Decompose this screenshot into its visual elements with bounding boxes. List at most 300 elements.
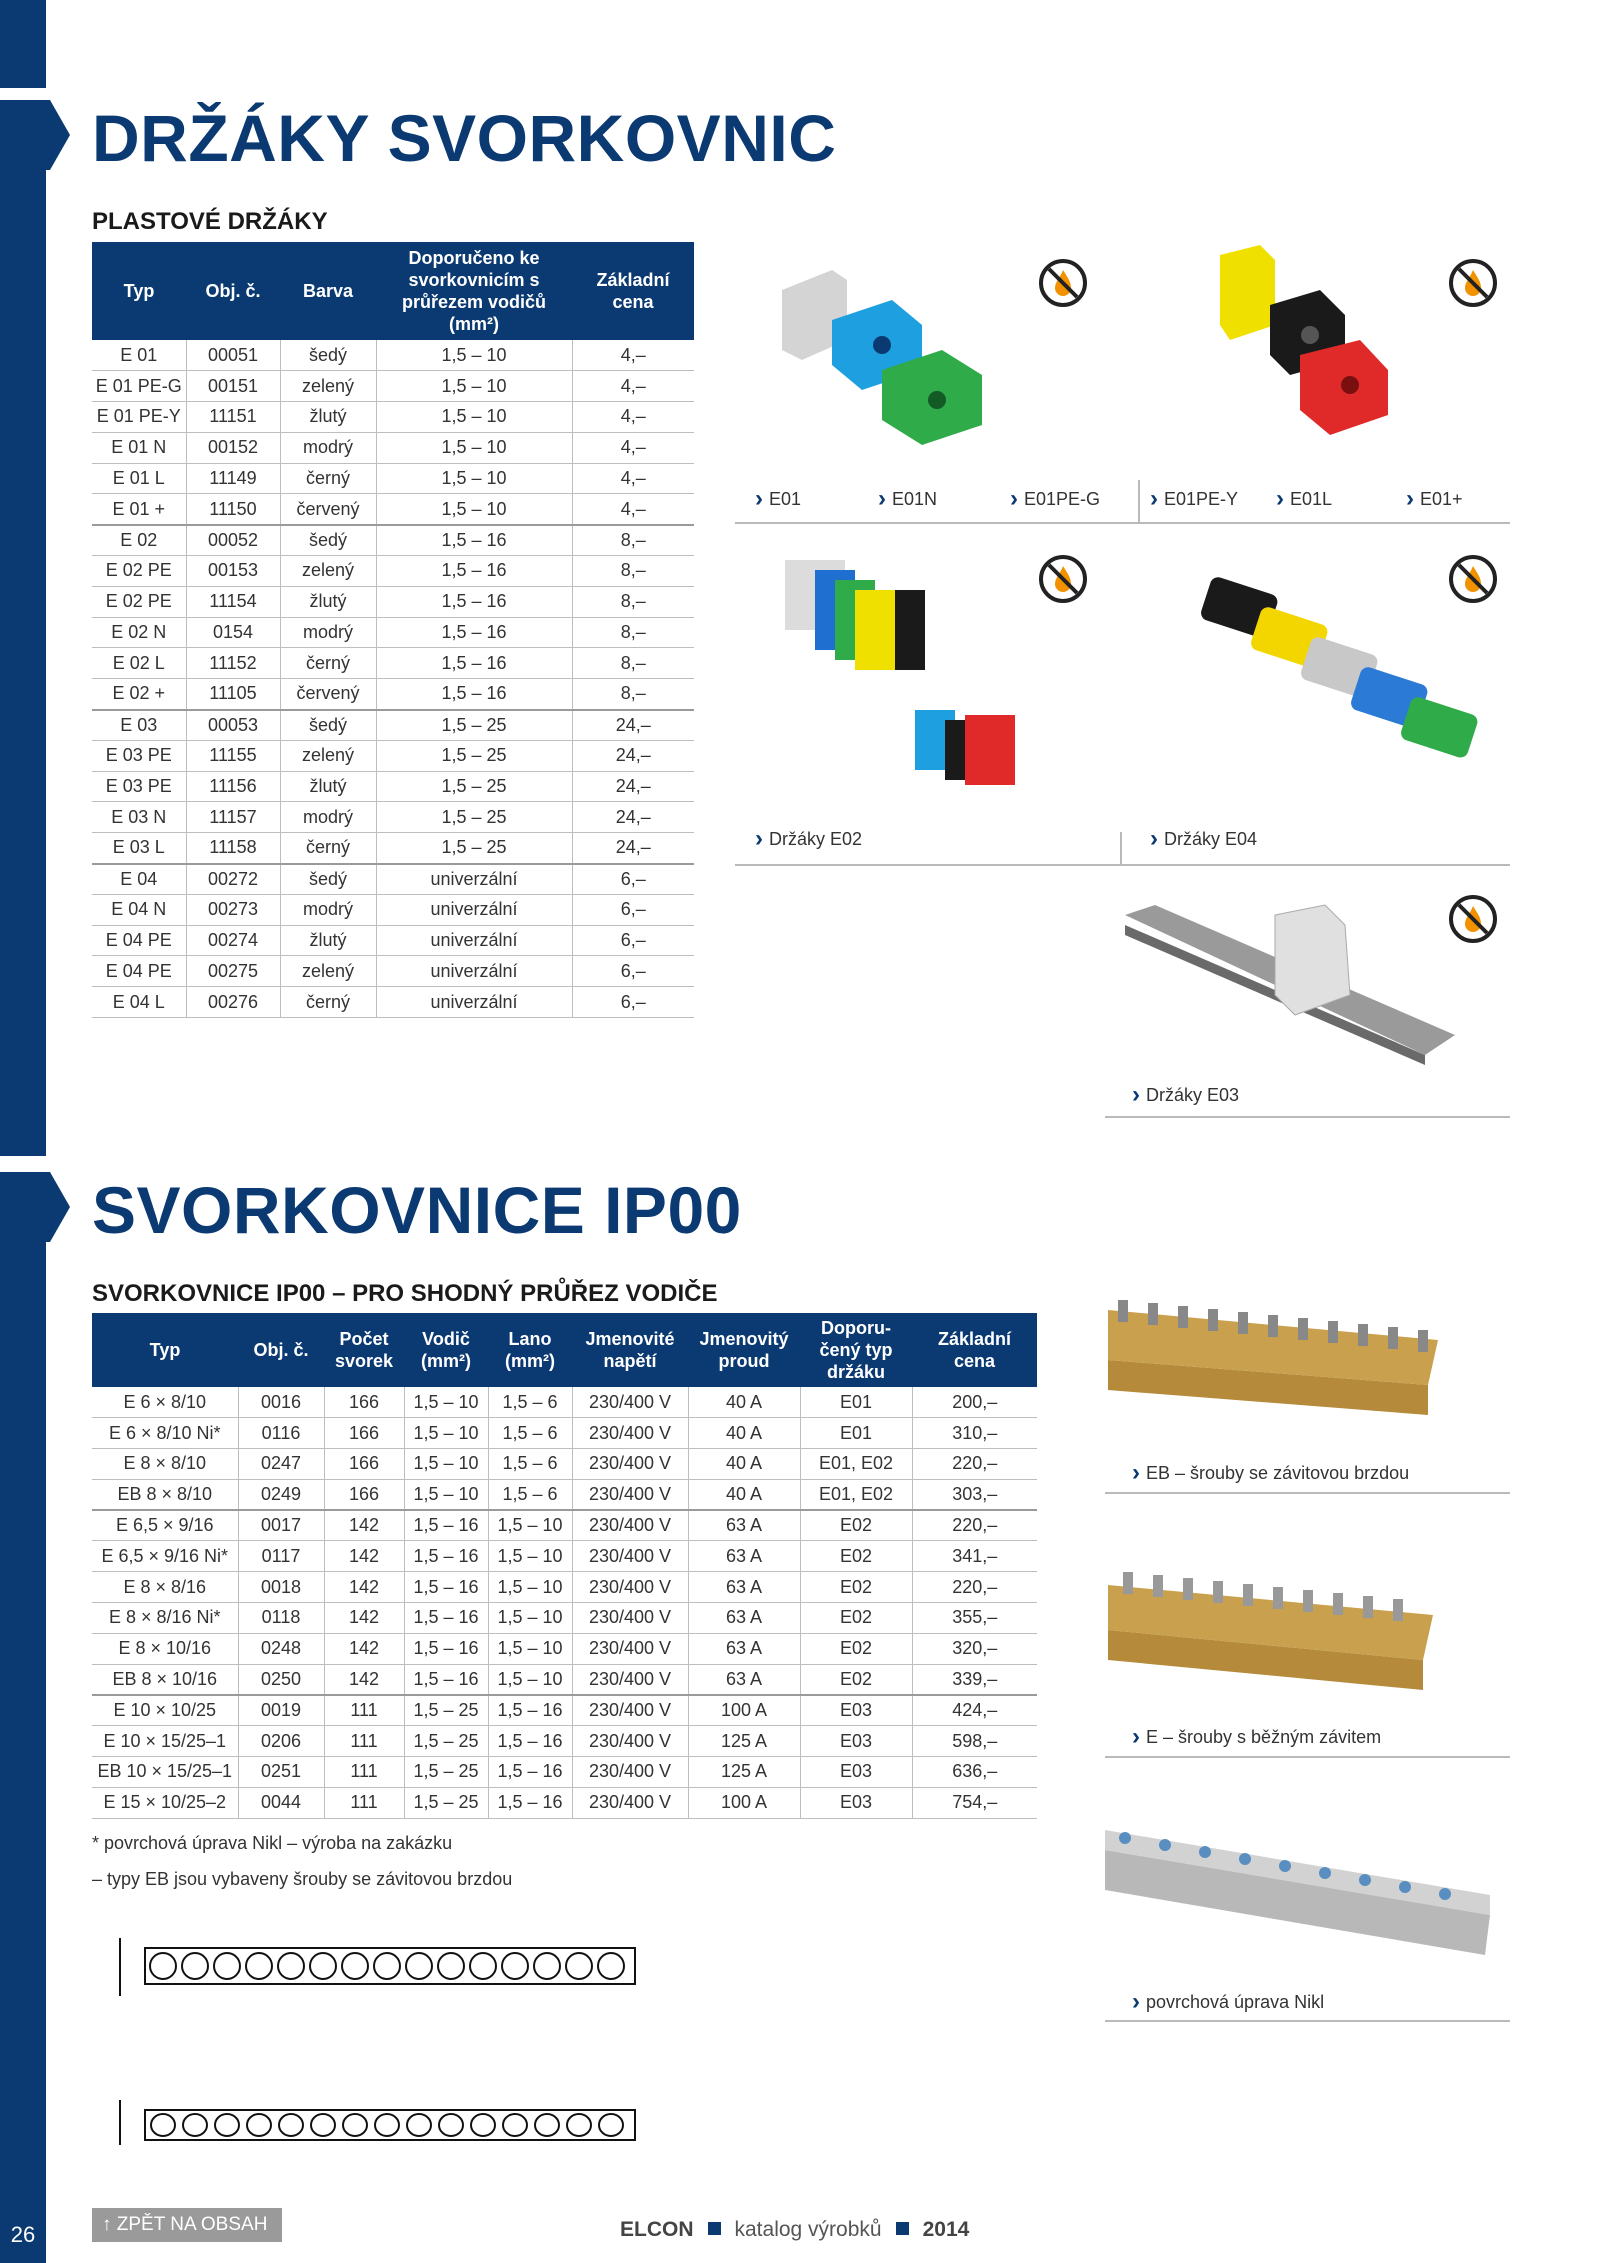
caption-divider [1120, 832, 1122, 864]
table-cell: modrý [280, 432, 376, 463]
table-cell: 1,5 – 10 [404, 1387, 488, 1418]
table-cell: EB 10 × 15/25–1 [92, 1757, 238, 1788]
table-cell: E 02 PE [92, 556, 186, 587]
table-cell: E 8 × 10/16 [92, 1633, 238, 1664]
table-cell: E 02 N [92, 617, 186, 648]
table-cell: 1,5 – 25 [404, 1695, 488, 1726]
section-subtitle: SVORKOVNICE IP00 – PRO SHODNÝ PRŮŘEZ VODIČE [92, 1280, 718, 1307]
table-cell: E 15 × 10/25–2 [92, 1787, 238, 1818]
hole-outline [471, 2114, 495, 2136]
no-flame-icon [1448, 894, 1498, 944]
table-cell: 00273 [186, 894, 280, 925]
table-cell: šedý [280, 525, 376, 556]
table-row [92, 371, 694, 402]
table-cell: E 02 [92, 525, 186, 556]
table-cell: 11156 [186, 771, 280, 802]
column-header: Vodič (mm²) [404, 1313, 488, 1387]
table-cell: černý [280, 463, 376, 494]
table-row [92, 710, 694, 741]
caption-divider [1105, 1492, 1510, 1494]
column-header: Obj. č. [186, 242, 280, 340]
hole-outline [406, 1953, 432, 1979]
hole-outline [183, 2114, 207, 2136]
table-cell: 166 [324, 1479, 404, 1510]
hole-outline [310, 1953, 336, 1979]
table-cell: 24,– [572, 710, 694, 741]
table-row [92, 771, 694, 802]
table-cell: 8,– [572, 525, 694, 556]
table-cell: E 01 PE-Y [92, 402, 186, 433]
table-cell: černý [280, 648, 376, 679]
table-cell: 1,5 – 16 [376, 525, 572, 556]
table-cell: E 6,5 × 9/16 [92, 1510, 238, 1541]
table-cell: 63 A [688, 1603, 800, 1634]
hole-outline [279, 2114, 303, 2136]
table-cell: 1,5 – 16 [376, 586, 572, 617]
table-cell: 0250 [238, 1664, 324, 1695]
table-cell: 1,5 – 10 [488, 1541, 572, 1572]
table-row [92, 586, 694, 617]
hole-outline [343, 2114, 367, 2136]
section-title: DRŽÁKY SVORKOVNIC [92, 101, 837, 175]
caption-e: › E – šrouby s běžným závitem [1132, 1722, 1381, 1750]
table-cell: 00272 [186, 864, 280, 895]
table-cell: 1,5 – 10 [488, 1510, 572, 1541]
table-cell: 339,– [912, 1664, 1037, 1695]
table-cell: 40 A [688, 1387, 800, 1418]
table-row [92, 956, 694, 987]
caption-divider [735, 522, 1510, 524]
hole-outline [502, 1953, 528, 1979]
table-cell: 0251 [238, 1757, 324, 1788]
table-cell: 1,5 – 16 [488, 1726, 572, 1757]
table-cell: 0116 [238, 1418, 324, 1449]
table-cell: univerzální [376, 956, 572, 987]
table-cell: 230/400 V [572, 1541, 688, 1572]
table-cell: modrý [280, 802, 376, 833]
table-cell: modrý [280, 617, 376, 648]
column-header: Základní cena [572, 242, 694, 340]
table-cell: 1,5 – 16 [404, 1541, 488, 1572]
table-cell: 6,– [572, 894, 694, 925]
table-cell: 142 [324, 1541, 404, 1572]
column-header: Jmenovité napětí [572, 1313, 688, 1387]
table-cell: E 04 L [92, 987, 186, 1018]
holder-e02-photo [775, 540, 1065, 790]
table-cell: černý [280, 987, 376, 1018]
table-row [92, 1387, 1037, 1418]
table-cell: E 04 PE [92, 925, 186, 956]
back-to-contents-button[interactable]: ↑ ZPĚT NA OBSAH [92, 2208, 282, 2242]
caption-e01peg: › E01PE-G [1010, 484, 1100, 512]
caption-e01l: › E01L [1276, 484, 1332, 512]
table-cell: 230/400 V [572, 1603, 688, 1634]
table-cell: E03 [800, 1695, 912, 1726]
table-cell: 111 [324, 1726, 404, 1757]
table-cell: 0016 [238, 1387, 324, 1418]
table-cell: E 01 PE-G [92, 371, 186, 402]
table-cell: univerzální [376, 864, 572, 895]
table-cell: 0247 [238, 1449, 324, 1480]
section-title: SVORKOVNICE IP00 [92, 1173, 742, 1247]
table-cell: E 02 L [92, 648, 186, 679]
table-cell: E 02 PE [92, 586, 186, 617]
table-cell: E 03 N [92, 802, 186, 833]
table-row [92, 1449, 1037, 1480]
table-cell: 230/400 V [572, 1757, 688, 1788]
table-cell: 230/400 V [572, 1664, 688, 1695]
table-cell: 1,5 – 10 [404, 1418, 488, 1449]
hole-outline [503, 2114, 527, 2136]
table-cell: 1,5 – 25 [376, 740, 572, 771]
table-cell: 1,5 – 25 [404, 1726, 488, 1757]
table-row [92, 648, 694, 679]
table-cell: 598,– [912, 1726, 1037, 1757]
table-cell: 230/400 V [572, 1787, 688, 1818]
table-cell: 24,– [572, 802, 694, 833]
table-cell: 220,– [912, 1510, 1037, 1541]
hole-outline [439, 2114, 463, 2136]
square-bullet-icon [708, 2222, 721, 2235]
table-row [92, 987, 694, 1018]
table-cell: E 01 L [92, 463, 186, 494]
table-cell: 11157 [186, 802, 280, 833]
table-cell: modrý [280, 894, 376, 925]
table-cell: 1,5 – 10 [488, 1633, 572, 1664]
table-cell: 230/400 V [572, 1726, 688, 1757]
table-row [92, 1664, 1037, 1695]
column-header: Jmenovitý proud [688, 1313, 800, 1387]
column-header: Počet svorek [324, 1313, 404, 1387]
table-cell: 1,5 – 10 [376, 494, 572, 525]
table-cell: 1,5 – 10 [376, 463, 572, 494]
caption-divider [1105, 1116, 1510, 1118]
sidebar-band [0, 0, 46, 2263]
table-cell: 0019 [238, 1695, 324, 1726]
table-cell: 1,5 – 10 [376, 340, 572, 371]
table-cell: 125 A [688, 1757, 800, 1788]
holder-e01-photo [772, 250, 1002, 460]
caption-divider [1105, 1756, 1510, 1758]
table-cell: E 03 PE [92, 771, 186, 802]
no-flame-icon [1448, 554, 1498, 604]
table-cell: 1,5 – 10 [376, 402, 572, 433]
hole-outline [567, 2114, 591, 2136]
table-cell: 4,– [572, 494, 694, 525]
column-header: Typ [92, 242, 186, 340]
table-cell: 00053 [186, 710, 280, 741]
table-cell: 4,– [572, 371, 694, 402]
table-cell: E 04 PE [92, 956, 186, 987]
table-row [92, 1695, 1037, 1726]
table-cell: 1,5 – 16 [376, 648, 572, 679]
hole-outline [247, 2114, 271, 2136]
table-cell: 6,– [572, 987, 694, 1018]
table-cell: 1,5 – 16 [488, 1787, 572, 1818]
column-header: Typ [92, 1313, 238, 1387]
table-cell: 230/400 V [572, 1418, 688, 1449]
table-cell: 1,5 – 25 [404, 1787, 488, 1818]
table-cell: 166 [324, 1387, 404, 1418]
hole-outline [150, 1953, 176, 1979]
table-cell: 142 [324, 1633, 404, 1664]
table-cell: 00152 [186, 432, 280, 463]
table-cell: E02 [800, 1603, 912, 1634]
table-cell: 230/400 V [572, 1510, 688, 1541]
table-cell: 00051 [186, 340, 280, 371]
holders-table [92, 242, 694, 1018]
column-header: Doporučený typ držáku [800, 1313, 912, 1387]
column-header: Lano (mm²) [488, 1313, 572, 1387]
table-cell: 0206 [238, 1726, 324, 1757]
table-cell: 1,5 – 16 [404, 1633, 488, 1664]
table-cell: 24,– [572, 771, 694, 802]
table-cell: E 01 [92, 340, 186, 371]
table-cell: 8,– [572, 648, 694, 679]
table-cell: 303,– [912, 1479, 1037, 1510]
table-cell: 142 [324, 1603, 404, 1634]
table-row [92, 432, 694, 463]
table-cell: 355,– [912, 1603, 1037, 1634]
brass-strip-eb-photo [1108, 1300, 1443, 1415]
table-cell: 4,– [572, 340, 694, 371]
hole-outline [342, 1953, 368, 1979]
table-row [92, 1757, 1037, 1788]
table-cell: 230/400 V [572, 1449, 688, 1480]
table-cell: E02 [800, 1541, 912, 1572]
table-cell: 230/400 V [572, 1633, 688, 1664]
caption-e03: › Držáky E03 [1132, 1080, 1239, 1108]
table-cell: E03 [800, 1726, 912, 1757]
table-row [92, 525, 694, 556]
caption-e01n: › E01N [878, 484, 937, 512]
hole-outline [246, 1953, 272, 1979]
table-cell: 111 [324, 1695, 404, 1726]
hole-outline [215, 2114, 239, 2136]
table-cell: E 6 × 8/10 Ni* [92, 1418, 238, 1449]
table-cell: 4,– [572, 432, 694, 463]
table-cell: E01 [800, 1387, 912, 1418]
table-cell: E02 [800, 1572, 912, 1603]
table-row [92, 402, 694, 433]
table-cell: 220,– [912, 1449, 1037, 1480]
table-cell: 1,5 – 25 [404, 1757, 488, 1788]
table-cell: 1,5 – 10 [376, 371, 572, 402]
table-cell: 40 A [688, 1479, 800, 1510]
hole-outline [534, 1953, 560, 1979]
table-cell: 6,– [572, 925, 694, 956]
caption-eb: › EB – šrouby se závitovou brzdou [1132, 1458, 1409, 1486]
hole-outline [599, 2114, 623, 2136]
hole-outline [470, 1953, 496, 1979]
table-cell: 230/400 V [572, 1695, 688, 1726]
table-cell: 00052 [186, 525, 280, 556]
table-cell: 230/400 V [572, 1479, 688, 1510]
table-cell: 125 A [688, 1726, 800, 1757]
brass-strip-e-photo [1108, 1570, 1438, 1690]
no-flame-icon [1448, 258, 1498, 308]
caption-divider [735, 864, 1510, 866]
table-row [92, 1726, 1037, 1757]
table-cell: žlutý [280, 771, 376, 802]
table-cell: 166 [324, 1449, 404, 1480]
table-cell: 1,5 – 10 [404, 1449, 488, 1480]
table-cell: 0117 [238, 1541, 324, 1572]
table-cell: E 01 + [92, 494, 186, 525]
hole-outline [535, 2114, 559, 2136]
table-row [92, 1479, 1037, 1510]
table-cell: 230/400 V [572, 1387, 688, 1418]
table-cell: 0154 [186, 617, 280, 648]
sidebar-gap [0, 1156, 46, 1172]
footer-brand: ELCON [620, 2218, 694, 2241]
table-cell: šedý [280, 864, 376, 895]
table-cell: 11155 [186, 740, 280, 771]
table-cell: šedý [280, 340, 376, 371]
table-cell: 11152 [186, 648, 280, 679]
table-cell: 8,– [572, 679, 694, 710]
table-cell: 63 A [688, 1664, 800, 1695]
table-cell: 63 A [688, 1633, 800, 1664]
table-cell: šedý [280, 710, 376, 741]
table-cell: univerzální [376, 987, 572, 1018]
table-cell: 0017 [238, 1510, 324, 1541]
table-row [92, 925, 694, 956]
table-cell: 0044 [238, 1787, 324, 1818]
table-cell: 1,5 – 16 [404, 1664, 488, 1695]
table-cell: E03 [800, 1787, 912, 1818]
table-cell: 220,– [912, 1572, 1037, 1603]
table-cell: 1,5 – 10 [488, 1664, 572, 1695]
table-cell: E 10 × 15/25–1 [92, 1726, 238, 1757]
table-cell: E 6 × 8/10 [92, 1387, 238, 1418]
table-cell: žlutý [280, 402, 376, 433]
table-cell: E 8 × 8/16 [92, 1572, 238, 1603]
table-cell: 00153 [186, 556, 280, 587]
table-cell: 100 A [688, 1787, 800, 1818]
section-subtitle: PLASTOVÉ DRŽÁKY [92, 208, 328, 235]
table-cell: červený [280, 679, 376, 710]
table-row [92, 340, 694, 371]
table-cell: 636,– [912, 1757, 1037, 1788]
column-header: Základní cena [912, 1313, 1037, 1387]
table-cell: 1,5 – 16 [376, 556, 572, 587]
holder-e03-photo [1125, 895, 1455, 1075]
hole-outline [278, 1953, 304, 1979]
caption-nickel: › povrchová úprava Nikl [1132, 1987, 1324, 2015]
table-cell: 166 [324, 1418, 404, 1449]
table-cell: 1,5 – 6 [488, 1479, 572, 1510]
table-cell: žlutý [280, 925, 376, 956]
table-cell: 0118 [238, 1603, 324, 1634]
column-header: Barva [280, 242, 376, 340]
footer-brand-line [620, 2218, 969, 2242]
table-cell: E02 [800, 1510, 912, 1541]
hole-outline [438, 1953, 464, 1979]
table-row [92, 1541, 1037, 1572]
table-cell: žlutý [280, 586, 376, 617]
caption-e01plus: › E01+ [1406, 484, 1463, 512]
table-cell: E 8 × 8/10 [92, 1449, 238, 1480]
table-cell: E 8 × 8/16 Ni* [92, 1603, 238, 1634]
table-cell: 310,– [912, 1418, 1037, 1449]
table-cell: EB 8 × 8/10 [92, 1479, 238, 1510]
table-cell: 1,5 – 16 [376, 679, 572, 710]
table-cell: 424,– [912, 1695, 1037, 1726]
footer-year: 2014 [922, 2218, 970, 2241]
table-cell: 1,5 – 6 [488, 1449, 572, 1480]
hole-outline [151, 2114, 175, 2136]
table-cell: 111 [324, 1787, 404, 1818]
table-cell: E 04 [92, 864, 186, 895]
table-cell: 11154 [186, 586, 280, 617]
table-cell: 24,– [572, 833, 694, 864]
hole-outline [407, 2114, 431, 2136]
table-cell: 1,5 – 16 [404, 1510, 488, 1541]
column-header: Doporučeno ke svorkovnicím s průřezem vodičů (mm²) [376, 242, 572, 340]
table-row [92, 556, 694, 587]
table-cell: 11151 [186, 402, 280, 433]
caption-e01pey: › E01PE-Y [1150, 484, 1238, 512]
footnote-nickel: * povrchová úprava Nikl – výroba na zakázku [92, 1833, 453, 1853]
table-cell: 1,5 – 10 [488, 1572, 572, 1603]
terminal-strip-drawing [95, 1920, 645, 2150]
table-cell: zelený [280, 556, 376, 587]
table-cell: univerzální [376, 894, 572, 925]
holder-e01-colors-photo [1150, 245, 1390, 470]
table-cell: 00276 [186, 987, 280, 1018]
table-cell: E 04 N [92, 894, 186, 925]
table-cell: 11158 [186, 833, 280, 864]
table-cell: 63 A [688, 1572, 800, 1603]
table-row [92, 617, 694, 648]
table-cell: 1,5 – 25 [376, 710, 572, 741]
table-row [92, 833, 694, 864]
hole-outline [182, 1953, 208, 1979]
table-cell: 0249 [238, 1479, 324, 1510]
table-cell: 00151 [186, 371, 280, 402]
table-cell: 40 A [688, 1449, 800, 1480]
table-cell: 1,5 – 25 [376, 833, 572, 864]
table-cell: 1,5 – 16 [404, 1572, 488, 1603]
footnote-eb: – typy EB jsou vybaveny šrouby se závitovou brzdou [92, 1869, 513, 1889]
no-flame-icon [1038, 554, 1088, 604]
table-cell: 1,5 – 16 [404, 1603, 488, 1634]
table-row [92, 1633, 1037, 1664]
table-row [92, 679, 694, 710]
table-cell: E03 [800, 1757, 912, 1788]
table-cell: E 6,5 × 9/16 Ni* [92, 1541, 238, 1572]
table-row [92, 494, 694, 525]
table-row [92, 1418, 1037, 1449]
table-cell: E 03 PE [92, 740, 186, 771]
table-row [92, 463, 694, 494]
table-cell: 320,– [912, 1633, 1037, 1664]
hole-outline [311, 2114, 335, 2136]
table-cell: 1,5 – 25 [376, 802, 572, 833]
table-cell: 111 [324, 1757, 404, 1788]
table-row [92, 864, 694, 895]
no-flame-icon [1038, 258, 1088, 308]
square-bullet-icon [896, 2222, 909, 2235]
table-cell: 63 A [688, 1510, 800, 1541]
table-cell: 8,– [572, 617, 694, 648]
table-cell: 1,5 – 16 [488, 1695, 572, 1726]
table-cell: 8,– [572, 556, 694, 587]
table-cell: 11149 [186, 463, 280, 494]
caption-divider [1105, 2020, 1510, 2022]
table-cell: univerzální [376, 925, 572, 956]
